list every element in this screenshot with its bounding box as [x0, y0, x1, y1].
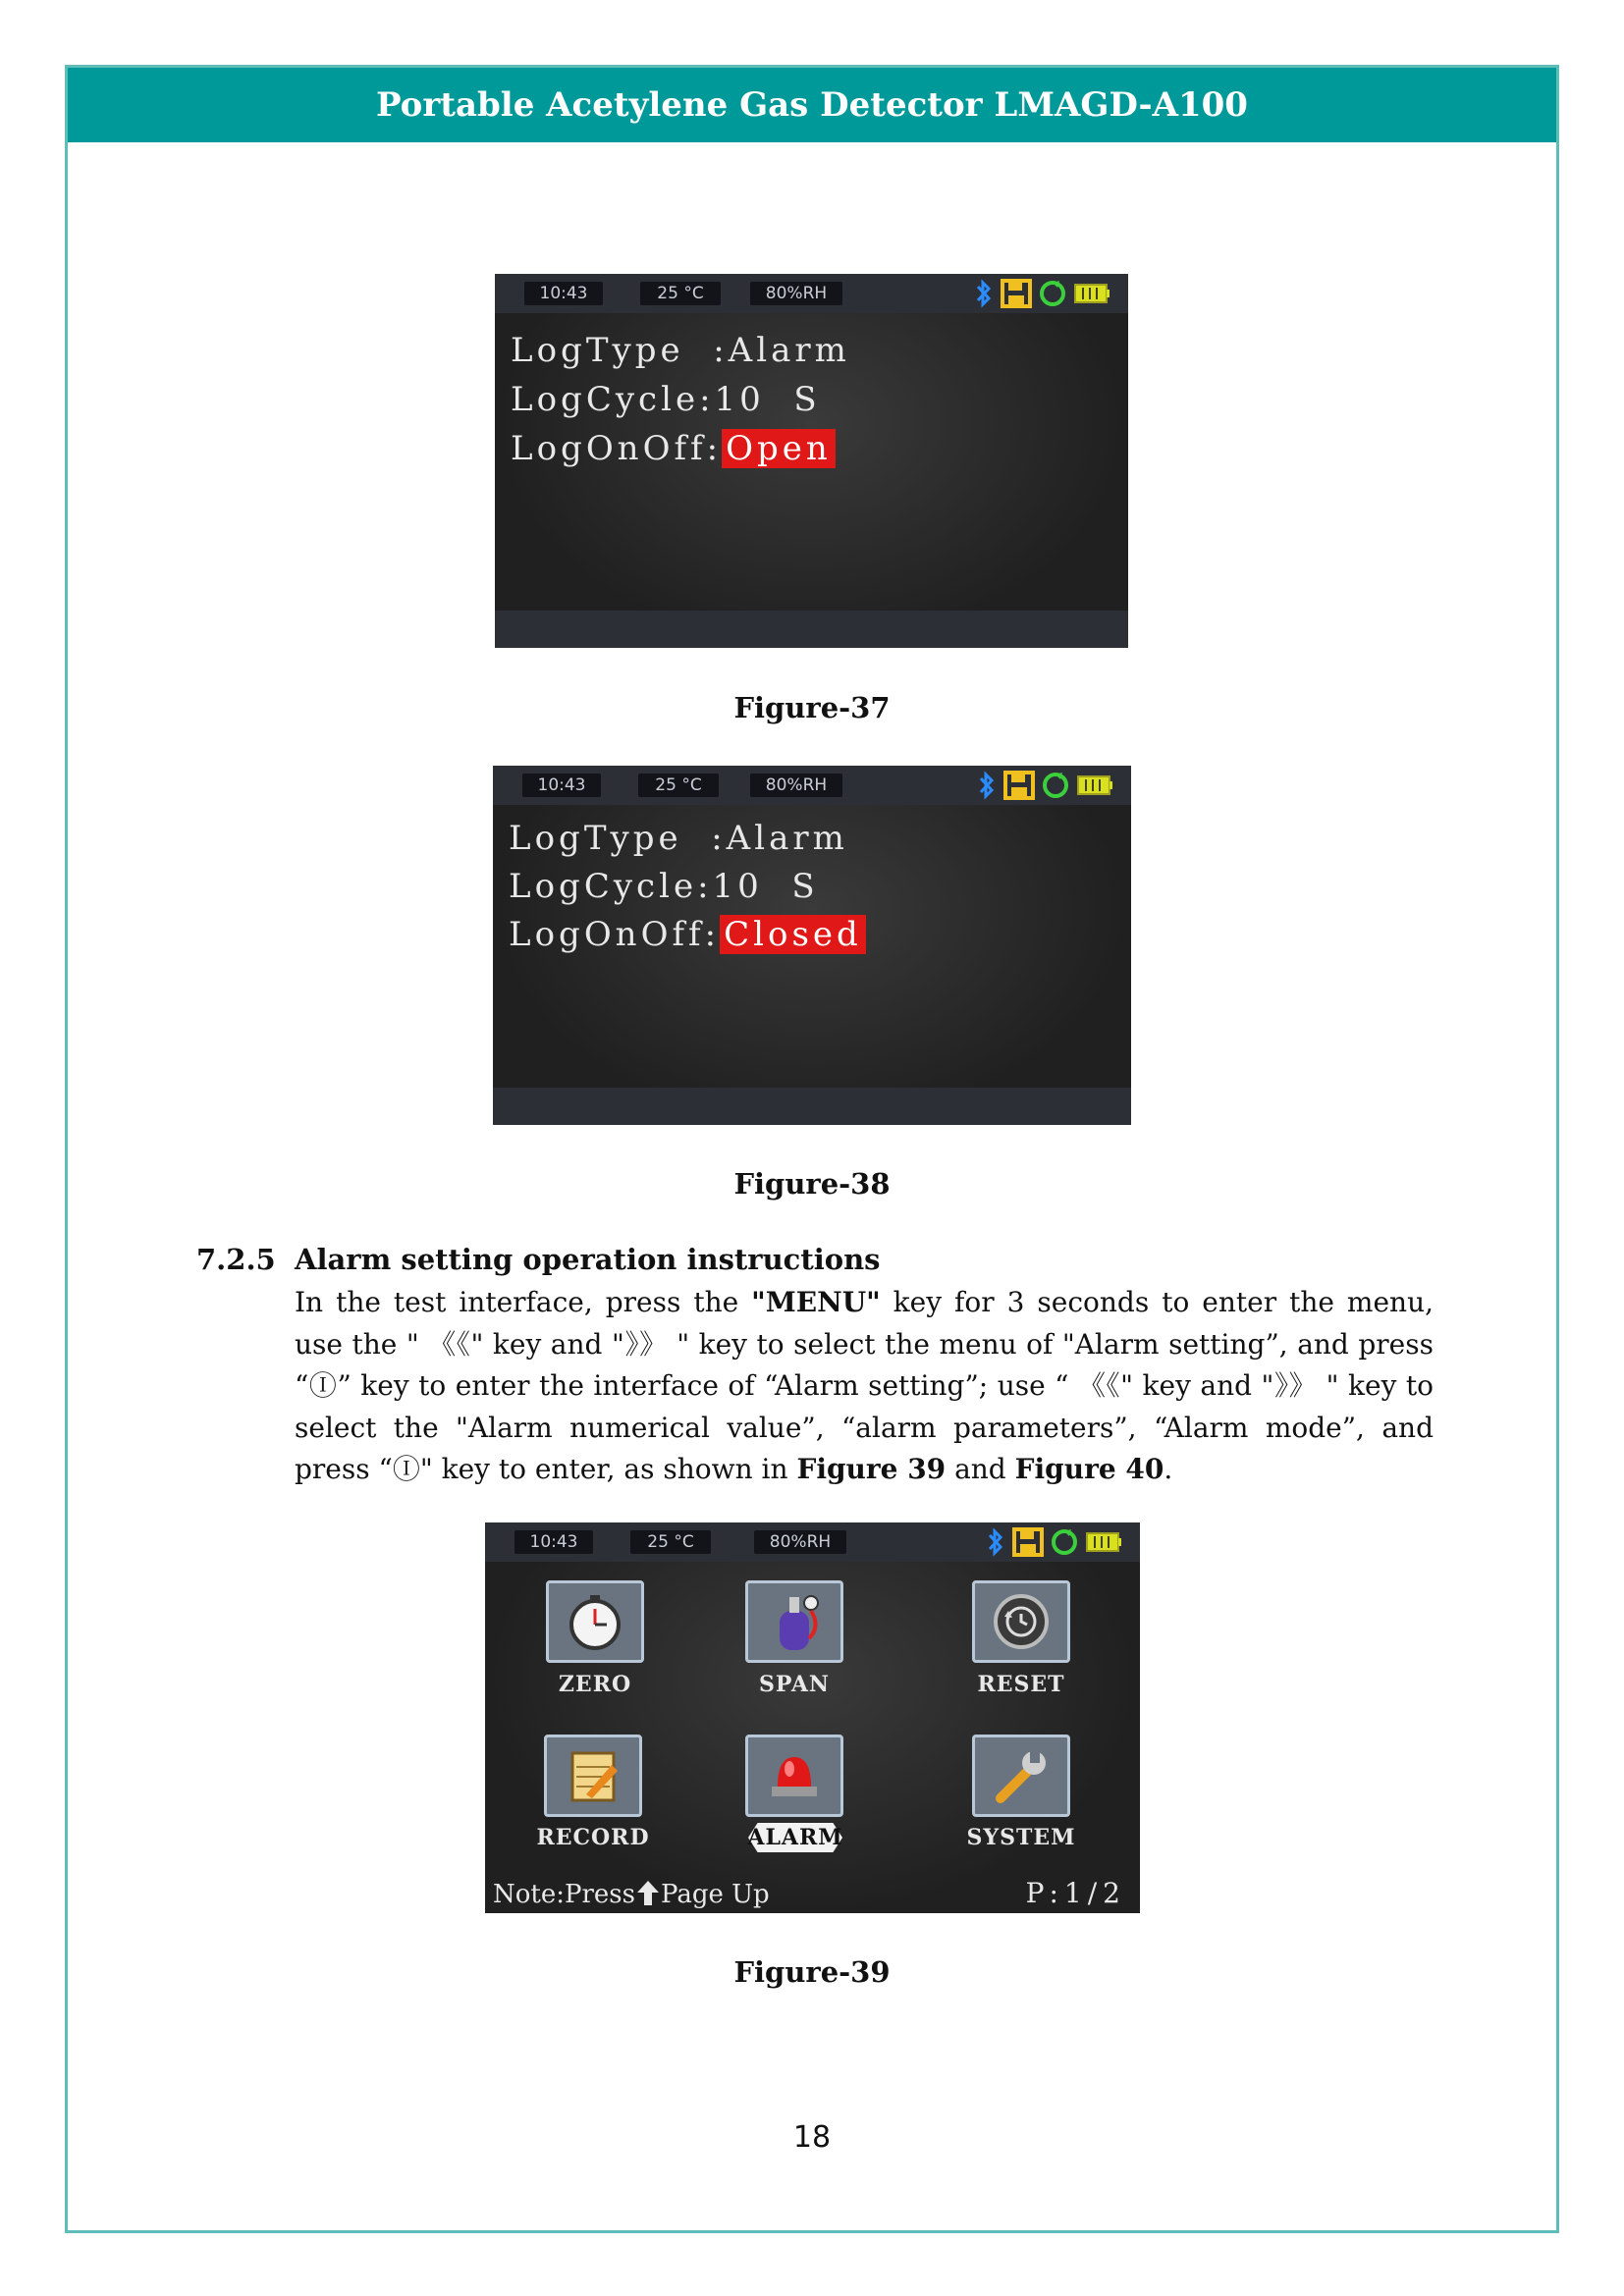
menu-label-record: RECORD	[536, 1825, 650, 1850]
figure-caption-39: Figure-39	[733, 1955, 891, 1989]
log-onoff-label: LogOnOff:	[511, 429, 723, 468]
status-time: 10:43	[522, 774, 601, 797]
log-type-line: LogType :Alarm	[509, 819, 848, 858]
log-onoff-label: LogOnOff:	[509, 915, 721, 954]
save-icon	[1003, 771, 1035, 800]
menu-key-text: "MENU"	[751, 1286, 881, 1318]
log-onoff-line	[509, 915, 866, 954]
save-icon	[1001, 279, 1032, 308]
menu-label-span: SPAN	[758, 1672, 830, 1697]
menu-tile-zero[interactable]	[546, 1580, 644, 1663]
log-cycle-line: LogCycle:10 S	[509, 867, 819, 906]
page-indicator: P:1/2	[1025, 1877, 1126, 1909]
body-text-part: and	[946, 1453, 1015, 1485]
body-text-part: In the test interface, press the	[295, 1286, 752, 1318]
figure-caption-37: Figure-37	[733, 691, 891, 724]
status-time: 10:43	[514, 1530, 593, 1554]
menu-label-system: SYSTEM	[966, 1825, 1076, 1850]
status-humidity: 80%RH	[750, 282, 842, 305]
menu-tile-record[interactable]	[544, 1735, 642, 1817]
figure-ref-40: Figure 40	[1014, 1453, 1164, 1485]
log-type-line: LogType :Alarm	[511, 331, 850, 370]
note-suffix: Page Up	[661, 1880, 770, 1909]
footer-bar	[493, 1088, 1131, 1125]
status-humidity: 80%RH	[750, 774, 842, 797]
status-bar	[485, 1522, 1140, 1562]
menu-tile-alarm[interactable]	[745, 1735, 843, 1817]
log-cycle-line: LogCycle:10 S	[511, 380, 821, 419]
section-body	[295, 1282, 1434, 1491]
device-screen-fig39	[485, 1522, 1140, 1913]
status-temp: 25 °C	[630, 1530, 711, 1554]
status-icons	[973, 278, 1110, 309]
figure-caption-38: Figure-38	[733, 1167, 891, 1201]
page-number: 18	[792, 2120, 832, 2155]
recycle-icon	[1038, 279, 1067, 308]
section-title: Alarm setting operation instructions	[295, 1243, 881, 1276]
save-icon	[1012, 1527, 1044, 1557]
device-screen-fig38	[493, 766, 1131, 1125]
notepad-icon	[559, 1741, 627, 1810]
battery-icon	[1085, 1530, 1122, 1554]
menu-tile-system[interactable]	[972, 1735, 1070, 1817]
alarm-light-icon	[760, 1741, 829, 1810]
battery-icon	[1076, 774, 1113, 797]
log-onoff-value: Open	[722, 429, 836, 468]
device-screen-fig37	[495, 274, 1128, 648]
section-number: 7.2.5	[196, 1243, 276, 1276]
wrench-icon	[987, 1741, 1056, 1810]
status-time: 10:43	[524, 282, 603, 305]
menu-note	[493, 1879, 770, 1909]
menu-tile-span[interactable]	[745, 1580, 843, 1663]
status-temp: 25 °C	[640, 282, 721, 305]
recycle-icon	[1041, 771, 1070, 800]
menu-label-reset: RESET	[977, 1672, 1065, 1697]
recycle-icon	[1050, 1527, 1079, 1557]
page-header-title: Portable Acetylene Gas Detector LMAGD-A100	[376, 85, 1248, 125]
status-icons	[985, 1526, 1122, 1558]
body-text-part: .	[1164, 1453, 1173, 1485]
page-header	[68, 68, 1556, 142]
menu-tile-reset[interactable]	[972, 1580, 1070, 1663]
bluetooth-icon	[973, 279, 995, 308]
body-text-part: key for 3 seconds to enter the menu, use the " 《《" key and "》》 " key to select the menu of "Alarm setting”, and press “Ⓘ” key to enter the interface of “Alarm setting”; use “ 《《" key and "》》 " key to select the "Alarm numerical value”, “alarm parameters”, “Alarm mode”, and press “Ⓘ" key to enter, as shown in	[295, 1286, 1435, 1485]
status-icons	[976, 770, 1113, 801]
menu-label-alarm: ALARM	[747, 1825, 843, 1850]
menu-label-zero: ZERO	[558, 1672, 632, 1697]
battery-icon	[1073, 282, 1110, 305]
footer-bar	[495, 611, 1128, 648]
status-bar	[493, 766, 1131, 805]
log-onoff-line	[511, 429, 836, 468]
gas-cylinder-icon	[760, 1587, 829, 1656]
up-arrow-icon	[635, 1879, 661, 1906]
stopwatch-icon	[561, 1587, 629, 1656]
status-bar	[495, 274, 1128, 313]
note-prefix: Note:Press	[493, 1880, 635, 1909]
reset-icon	[987, 1587, 1056, 1656]
bluetooth-icon	[976, 771, 998, 800]
figure-ref-39: Figure 39	[796, 1453, 947, 1485]
bluetooth-icon	[985, 1527, 1006, 1557]
status-humidity: 80%RH	[754, 1530, 846, 1554]
log-onoff-value: Closed	[720, 915, 866, 954]
status-temp: 25 °C	[638, 774, 719, 797]
